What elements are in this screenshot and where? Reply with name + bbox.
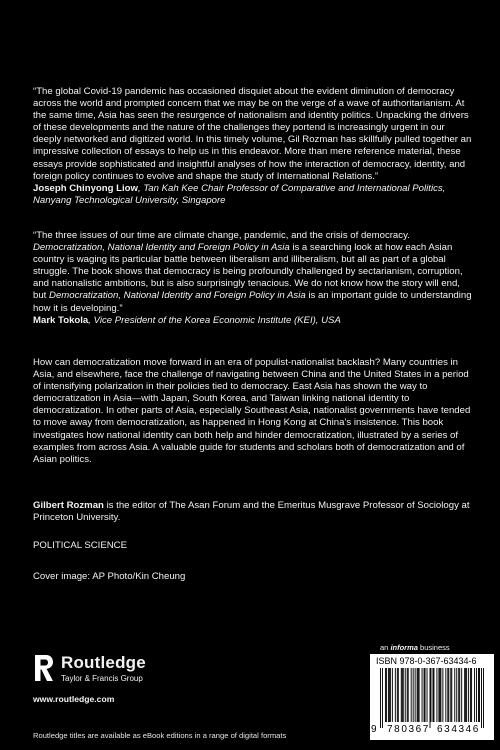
publisher-group: Taylor & Francis Group	[61, 674, 143, 683]
barcode-bar	[392, 668, 393, 722]
barcode-bar	[442, 668, 443, 722]
barcode-bar	[401, 668, 402, 722]
barcode-bar	[415, 668, 416, 722]
review-2-book-title: Democratization, National Identity and Foreign Policy in Asia	[33, 242, 290, 254]
barcode-bar	[450, 668, 451, 722]
barcode-bar	[470, 668, 471, 722]
ebook-availability-note: Routledge titles are available as eBook editions in a range of digital formats	[33, 731, 287, 740]
barcode-bar	[433, 668, 434, 722]
barcode-bar	[395, 668, 396, 722]
barcode-bar	[418, 668, 419, 722]
barcode-bar	[458, 668, 459, 722]
barcode-bar	[390, 668, 391, 722]
barcode-bar	[403, 668, 404, 722]
barcode-bar	[419, 668, 420, 722]
review-1-attribution	[33, 183, 473, 207]
barcode-bar	[447, 668, 448, 722]
book-description	[33, 357, 473, 466]
informa-prefix: an	[380, 643, 391, 652]
barcode-bar	[431, 668, 432, 722]
barcode-bar	[417, 668, 418, 722]
barcode-bar	[439, 668, 440, 722]
barcode-bar	[380, 668, 381, 728]
barcode-digit-first: 9	[371, 724, 377, 735]
barcode-bar	[466, 668, 467, 722]
barcode-bar	[445, 668, 446, 722]
barcode-bar	[468, 668, 469, 722]
barcode-bar	[464, 668, 465, 722]
review-2-attribution	[33, 315, 473, 327]
barcode-bar	[430, 668, 431, 728]
barcode-bar	[397, 668, 398, 722]
barcode-bar	[411, 668, 412, 722]
publisher-logo	[33, 653, 193, 689]
barcode-bar	[405, 668, 406, 722]
isbn-number: ISBN 978-0-367-63434-6	[376, 656, 477, 666]
barcode-bar	[388, 668, 389, 722]
book-description-text: How can democratization move forward in an era of populist-nationalist backlash? Many countries in Asia, and elsewhere, face the challenge of navigating between China and the United States in a period of intensifying polarization in their policies tied to democracy. East Asia has shown the way to democratization in Asia—with Japan, South Korea, and Taiwan linking national identity to democratization. In other parts of Asia, especially Southeast Asia, nationalist governments have tended to move away from democratization, as happened in Hong Kong at China’s insistence. This book investigates how national identity can both help and hinder democratization, illustrated by a series of examples from across Asia. A valuable guide for students and scholars both of democratization and of Asian politics.	[33, 357, 471, 465]
barcode-bar	[407, 668, 408, 722]
barcode-bar	[465, 668, 466, 722]
barcode-bar	[425, 668, 426, 722]
review-2-name: Mark Tokola	[33, 314, 89, 326]
barcode-bar	[476, 668, 477, 722]
barcode-bar	[451, 668, 452, 722]
informa-suffix: business	[417, 643, 450, 652]
barcode-bar	[413, 668, 414, 722]
review-2-quote	[33, 230, 473, 315]
barcode-bar	[422, 668, 423, 722]
barcode-bar	[478, 668, 479, 722]
publisher-name: Routledge	[61, 653, 146, 672]
barcode-bar	[479, 668, 480, 722]
barcode-bar	[474, 668, 475, 722]
cover-image-credit	[33, 571, 473, 583]
informa-brand: informa	[390, 643, 418, 652]
barcode-bar	[402, 668, 403, 722]
barcode-bar	[456, 668, 457, 722]
barcode-bar	[459, 668, 460, 722]
barcode-bar	[424, 668, 425, 722]
barcode-bar	[438, 668, 439, 722]
review-2-quote-part-b: is a searching look at how each Asian country is waging its particular battle between liberalism and illiberalism, but all as part of a global struggle. The book shows that democracy is being profoundly challenged by sectarianism, corruption, and nationalistic ambitions, but is also surprisingly tenacious. We do not know how the story will end, but	[33, 242, 463, 302]
subject-category	[33, 540, 473, 552]
barcode-bar	[382, 668, 383, 728]
barcode-bar	[398, 668, 399, 722]
review-2-book-title: Democratization, National Identity and Foreign Policy in Asia	[49, 290, 306, 302]
barcode-bar	[433, 668, 434, 722]
barcode-bar	[385, 668, 386, 722]
review-1-name: Joseph Chinyong Liow	[33, 182, 138, 194]
barcode-digits-right: 634346	[437, 724, 480, 735]
barcode-bar	[461, 668, 462, 722]
barcode-bar	[481, 668, 482, 728]
barcode-bar	[448, 668, 449, 722]
barcode-bar	[440, 668, 441, 722]
barcode-bar	[408, 668, 409, 722]
author-bio-body: is the editor of The Asan Forum and the Emeritus Musgrave Professor of Sociology at Princeton University.	[33, 500, 470, 524]
review-1-title: , Tan Kah Kee Chair Professor of Comparative and International Politics, Nanyang Technological University, Singapore	[33, 182, 446, 206]
author-bio-text	[33, 500, 473, 524]
informa-business-label	[380, 643, 450, 652]
review-2-title: , Vice President of the Korea Economic Institute (KEI), USA	[88, 314, 341, 326]
review-2	[33, 230, 473, 327]
barcode-digits-left: 780367	[387, 724, 430, 735]
review-1	[33, 86, 473, 207]
review-2-quote-part-a: “The three issues of our time are climate change, pandemic, and the crisis of democracy.	[33, 230, 410, 241]
barcode-bars	[380, 668, 484, 730]
barcode-bar	[386, 668, 387, 722]
review-2-quote-part-c: is an important guide to understanding how it is developing.”	[33, 290, 472, 314]
barcode-bar	[436, 668, 437, 722]
barcode-bar	[454, 668, 455, 722]
barcode-bar	[389, 668, 390, 722]
review-1-quote: “The global Covid-19 pandemic has occasioned disquiet about the evident diminution of democracy across the world and prompted concern that we may be on the verge of a wave of authoritarianism. At the same time, Asia has seen the resurgence of nationalism and identity politics. Unpacking the drivers of these developments and the nature of the challenges they portend is increasingly urgent in our deeply networked and digitized world. In this timely volume, Gil Rozman has skillfully pulled together an impressive collection of essays to help us in this endeavor. More than mere reference material, these essays provide sophisticated and insightful analyses of how the interaction of democracy, identity, and foreign policy continues to evolve and shape the study of International Relations.”	[33, 86, 472, 182]
subject-category-text: POLITICAL SCIENCE	[33, 540, 128, 551]
routledge-logo-icon	[33, 653, 55, 683]
barcode-bar	[427, 668, 428, 722]
cover-image-credit-text: Cover image: AP Photo/Kin Cheung	[33, 571, 186, 582]
barcode-bar	[471, 668, 472, 722]
publisher-website[interactable]: www.routledge.com	[33, 694, 115, 704]
barcode-bar	[483, 668, 484, 728]
author-bio	[33, 500, 473, 524]
author-name: Gilbert Rozman	[33, 500, 104, 511]
isbn-barcode	[370, 654, 494, 740]
